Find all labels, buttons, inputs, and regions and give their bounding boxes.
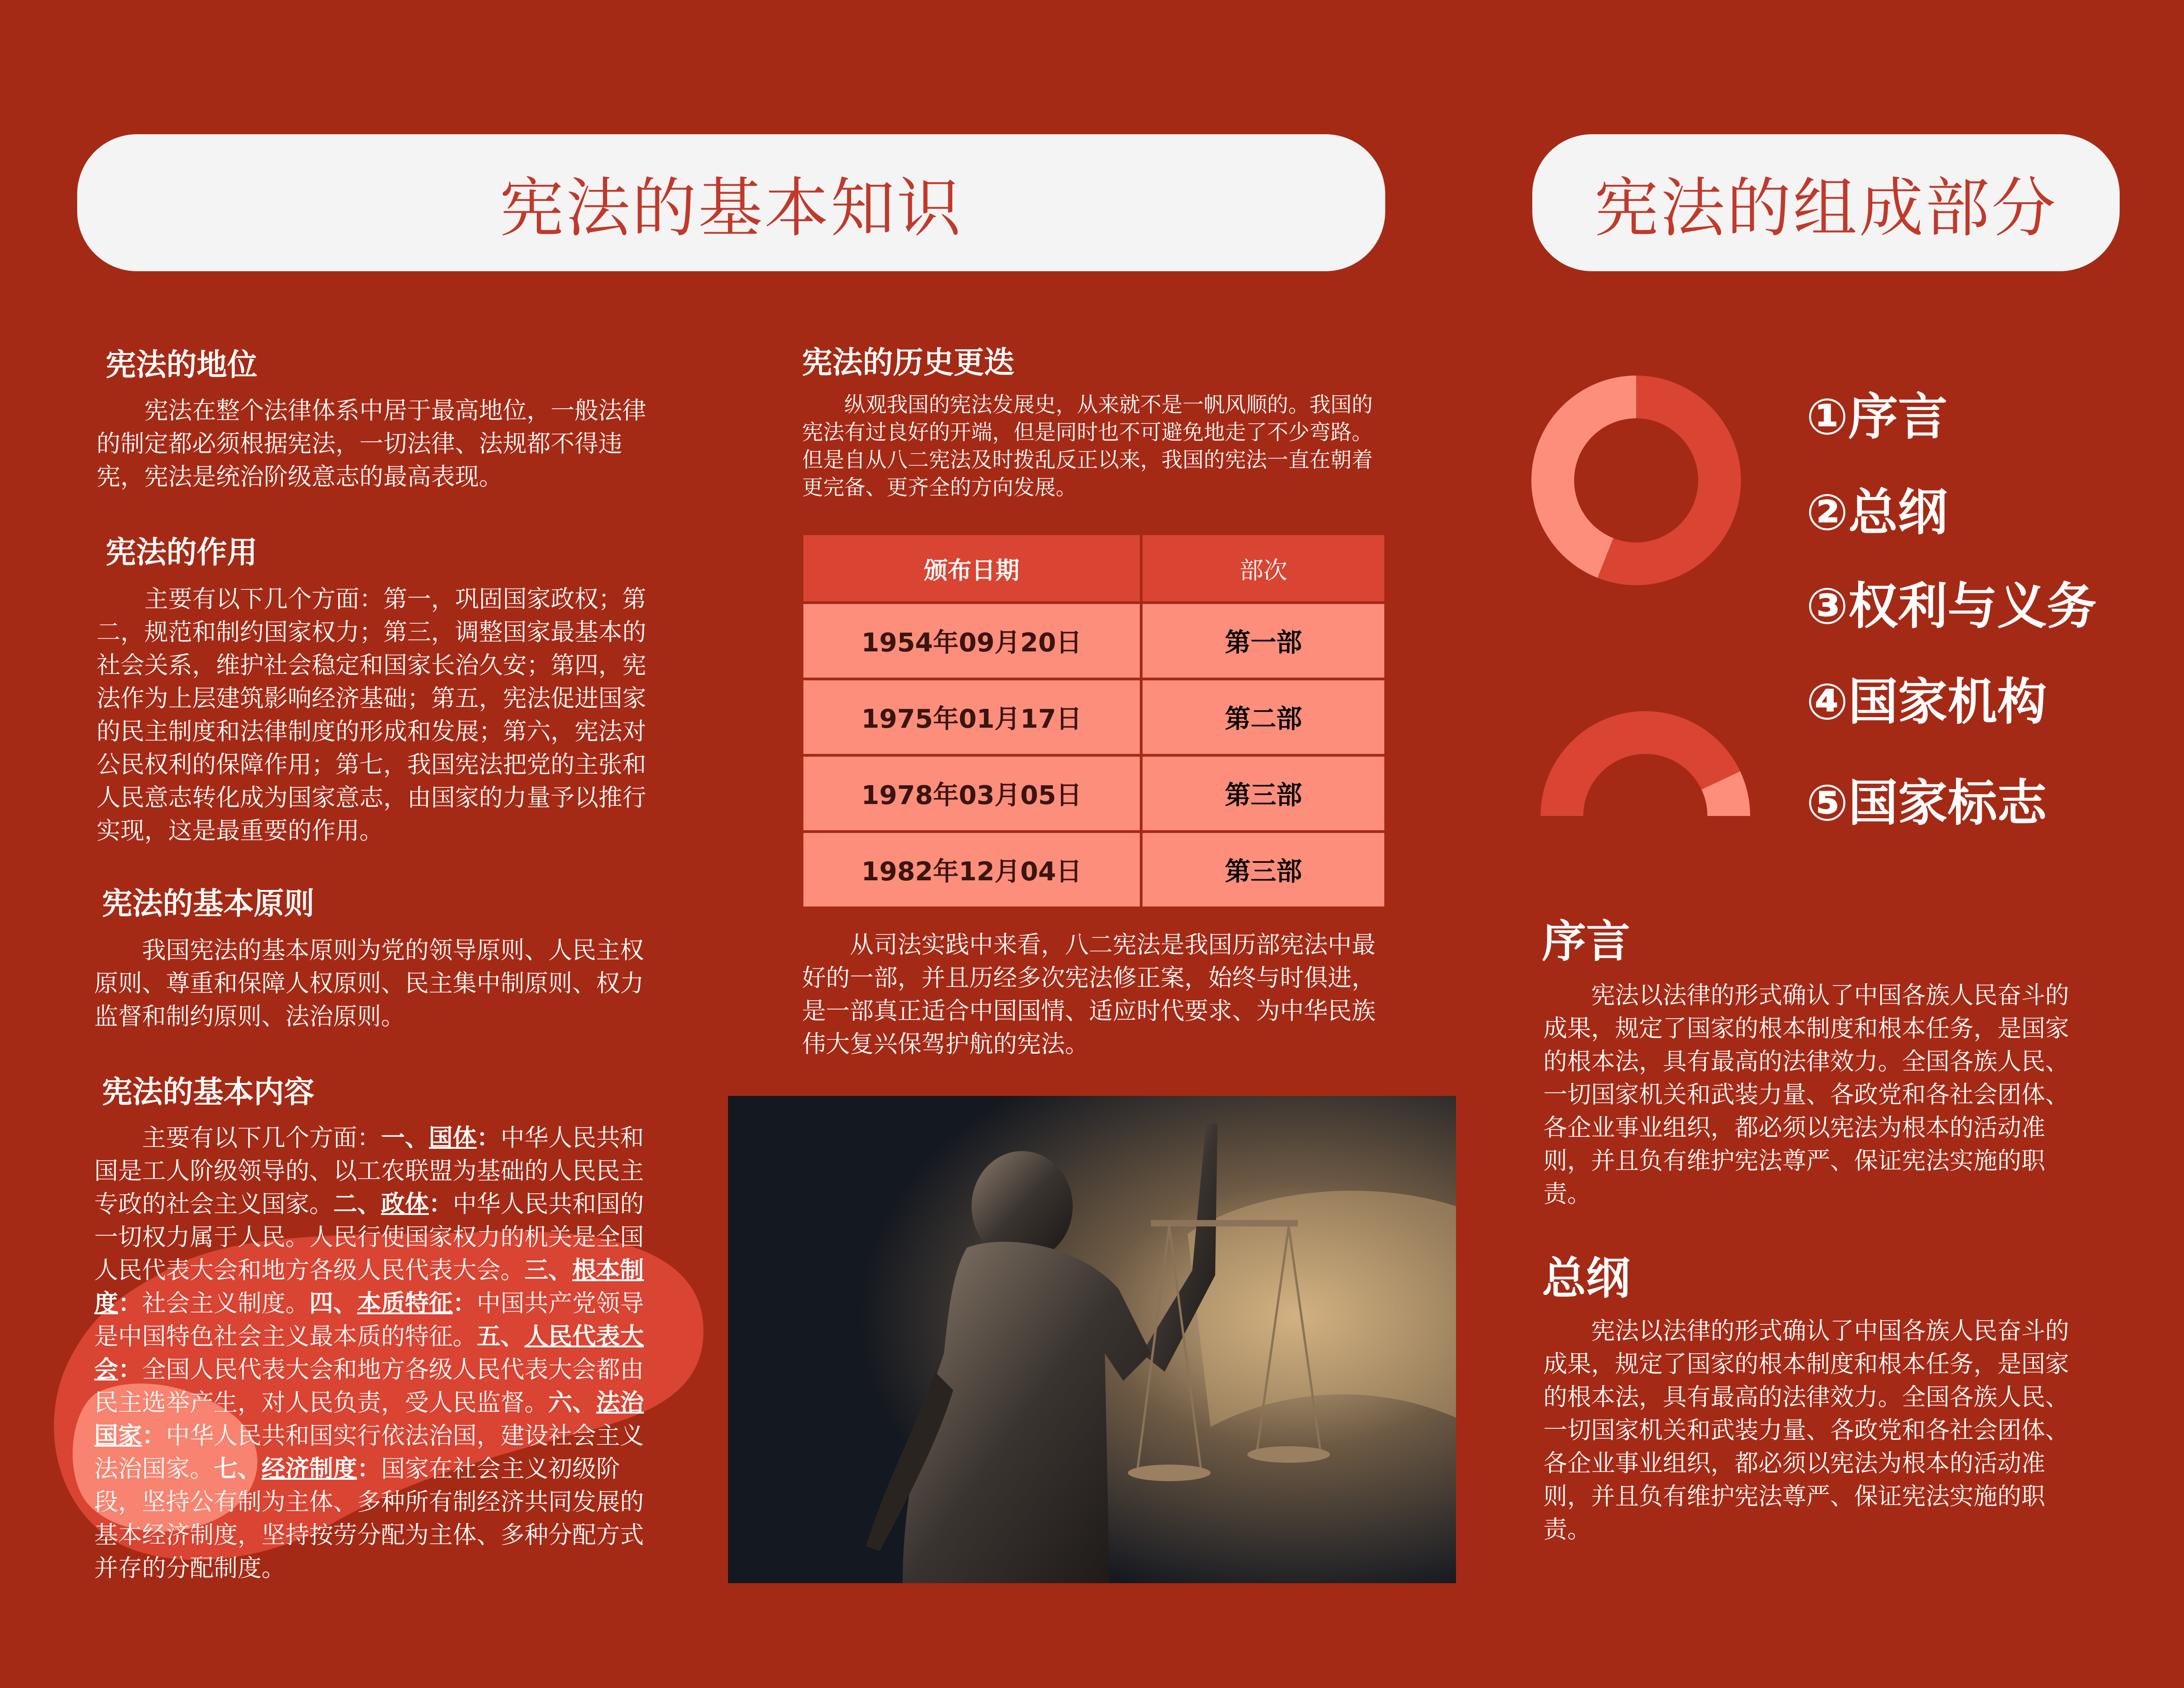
table-cell-order: 第二部	[1141, 679, 1386, 755]
section-title-status: 宪法的地位	[106, 347, 257, 382]
table-row	[802, 832, 1386, 908]
history-outro: 从司法实践中来看，八二宪法是我国历部宪法中最好的一部，并且历经多次宪法修正案，始终与时俱进，是一部真正适合中国国情、适应时代要求、为中华民族伟大复兴保驾护航的宪法。	[802, 931, 1376, 1058]
content-num-7: 七、	[214, 1455, 262, 1483]
section-title-principles: 宪法的基本原则	[102, 886, 314, 921]
content-text-4: 中国共产党领导是中国特色社会主义最本质的特征。	[94, 1290, 644, 1351]
content-text-7: 国家在社会主义初级阶段，坚持公有制为主体、多种所有制经济共同发展的基本经济制度，坚持按劳分配为主体、多种分配方式并存的分配制度。	[94, 1455, 644, 1582]
content-term-4: 本质特征	[357, 1290, 453, 1317]
content-num-2: 二、	[333, 1191, 381, 1218]
content-num-6: 六、	[548, 1389, 597, 1417]
content-term-1: 国体	[429, 1124, 477, 1152]
section-title-function: 宪法的作用	[106, 535, 257, 570]
table-cell-order: 第三部	[1141, 755, 1386, 832]
content-term-6: 法治国家	[94, 1389, 644, 1450]
section-text-function: 主要有以下几个方面：第一，巩固国家政权；第二，规范和制约国家权力；第三，调整国家最基本的社会关系，维护社会稳定和国家长治久安；第四，宪法作为上层建筑影响经济基础；第五，宪法促进国家的民主制度和法律制度的形成和发展；第六，宪法对公民权利的保障作用；第七，我国宪法把党的主张和人民意志转化成为国家意志，由国家的力量予以推行实现，这是最重要的作用。	[97, 586, 647, 845]
section-text-content: 主要有以下几个方面：一、国体：中华人民共和国是工人阶级领导的、以工农联盟为基础的人民民主专政的社会主义国家。二、政体：中华人民共和国的一切权力属于人民。人民行使国家权力的机关是全国人民代表大会和地方各级人民代表大会。三、根本制度：社会主义制度。四、本质特征：中国共产党领导是中国特色社会主义最本质的特征。五、人民代表大会：全国人民代表大会和地方各级人民代表大会都由民主选举产生，对人民负责，受人民监督。六、法治国家：中华人民共和国实行依法治国，建设社会主义法治国家。七、经济制度：国家在社会主义初级阶段，坚持公有制为主体、多种所有制经济共同发展的基本经济制度，坚持按劳分配为主体、多种分配方式并存的分配制度。	[94, 1124, 644, 1582]
part-item-general: ②总纲	[1806, 484, 1948, 542]
content-num-4: 四、	[309, 1290, 358, 1317]
content-term-5: 人民代表大会	[94, 1323, 644, 1384]
content-text-5: 全国人民代表大会和地方各级人民代表大会都由民主选举产生，对人民负责，受人民监督。	[94, 1356, 644, 1417]
content-num-1: 一、	[381, 1124, 429, 1152]
table-cell-order: 第一部	[1141, 603, 1386, 679]
content-text-6: 中华人民共和国实行依法治国，建设社会主义法治国家。	[94, 1422, 644, 1483]
table-row	[802, 603, 1386, 679]
content-term-2: 政体	[381, 1191, 429, 1218]
table-cell-date: 1978年03月05日	[802, 755, 1141, 832]
part-item-symbols: ⑤国家标志	[1806, 775, 2047, 832]
left-header-title: 宪法的基本知识	[499, 171, 963, 246]
history-intro: 纵观我国的宪法发展史，从来就不是一帆风顺的。我国的宪法有过良好的开端，但是同时也不可避免地走了不少弯路。但是自从八二宪法及时拨乱反正以来，我国的宪法一直在朝着更完备、更齐全的方向发展。	[802, 392, 1373, 500]
preamble-title: 序言	[1542, 916, 1630, 967]
table-header-order: 部次	[1141, 534, 1386, 603]
table-header-date: 颁布日期	[802, 534, 1141, 603]
left-header-pill	[77, 134, 1385, 271]
section-text-principles: 我国宪法的基本原则为党的领导原则、人民主权原则、尊重和保障人权原则、民主集中制原则、权力监督和制约原则、法治原则。	[94, 937, 644, 1031]
table-cell-date: 1975年01月17日	[802, 679, 1141, 755]
content-num-5: 五、	[477, 1323, 525, 1351]
gauge-chart	[1540, 710, 1751, 821]
section-text-status: 宪法在整个法律体系中居于最高地位，一般法律的制定都必须根据宪法，一切法律、法规都不得违宪，宪法是统治阶级意志的最高表现。	[97, 397, 647, 491]
table-cell-date: 1982年12月04日	[802, 832, 1141, 908]
history-title: 宪法的历史更迭	[802, 345, 1014, 380]
part-item-rights: ③权利与义务	[1806, 578, 2097, 635]
justice-statue-image	[728, 1096, 1456, 1583]
content-text-3: 社会主义制度。	[142, 1290, 310, 1317]
content-text-2: 中华人民共和国的一切权力属于人民。人民行使国家权力的机关是全国人民代表大会和地方各级人民代表大会。	[94, 1191, 644, 1284]
table-cell-date: 1954年09月20日	[802, 603, 1141, 679]
content-term-3: 根本制度	[94, 1257, 644, 1317]
preamble-text: 宪法以法律的形式确认了中国各族人民奋斗的成果，规定了国家的根本制度和根本任务，是国家的根本法，具有最高的法律效力。全国各族人民、一切国家机关和武装力量、各政党和各社会团体、各企业事业组织，都必须以宪法为根本的活动准则，并且负有维护宪法尊严、保证宪法实施的职责。	[1543, 982, 2070, 1208]
content-num-3: 三、	[524, 1257, 573, 1284]
right-header-pill	[1532, 134, 2120, 271]
content-term-7: 经济制度	[262, 1455, 358, 1483]
content-text-1: 中华人民共和国是工人阶级领导的、以工农联盟为基础的人民民主专政的社会主义国家。	[94, 1124, 644, 1218]
right-header-title: 宪法的组成部分	[1594, 171, 2058, 246]
general-text: 宪法以法律的形式确认了中国各族人民奋斗的成果，规定了国家的根本制度和根本任务，是国家的根本法，具有最高的法律效力。全国各族人民、一切国家机关和武装力量、各政党和各社会团体、各企业事业组织，都必须以宪法为根本的活动准则，并且负有维护宪法尊严、保证宪法实施的职责。	[1543, 1317, 2070, 1544]
table-row	[802, 679, 1386, 755]
table-cell-order: 第三部	[1141, 832, 1386, 908]
table-row	[802, 755, 1386, 832]
content-intro: 主要有以下几个方面：	[142, 1124, 381, 1152]
section-title-content: 宪法的基本内容	[102, 1074, 314, 1110]
history-table	[801, 532, 1387, 909]
donut-chart	[1530, 375, 1742, 586]
part-item-preamble: ①序言	[1806, 388, 1948, 446]
general-title: 总纲	[1542, 1253, 1630, 1304]
part-item-institutions: ④国家机构	[1806, 673, 2047, 731]
